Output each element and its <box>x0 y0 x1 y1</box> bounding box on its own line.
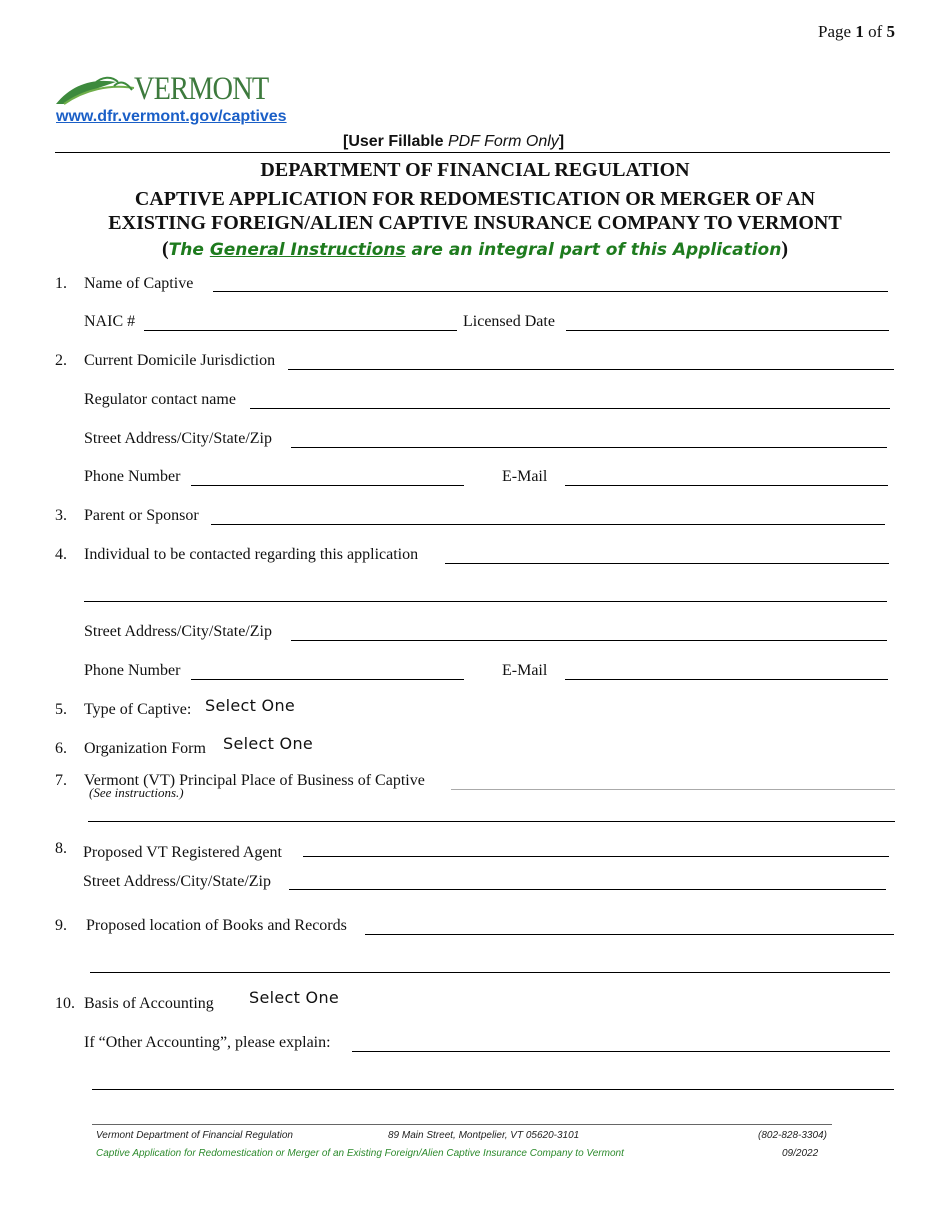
other-accounting-field-line2[interactable] <box>92 1089 894 1090</box>
organization-form-label: Organization Form <box>84 740 206 757</box>
parent-sponsor-field[interactable] <box>211 524 885 525</box>
footer-phone: (802-828-3304) <box>758 1130 827 1141</box>
principal-place-field[interactable] <box>451 789 895 790</box>
other-accounting-label: If “Other Accounting”, please explain: <box>84 1034 331 1051</box>
item-number: 3. <box>55 507 67 524</box>
agent-address-field[interactable] <box>289 889 886 890</box>
see-instructions-note: (See instructions.) <box>89 785 184 800</box>
form-title-line2: EXISTING FOREIGN/ALIEN CAPTIVE INSURANCE COMPANY TO VERMONT <box>108 212 842 234</box>
item-number: 7. <box>55 772 67 789</box>
item-number: 9. <box>55 917 67 934</box>
registered-agent-field[interactable] <box>303 856 889 857</box>
regulator-contact-label: Regulator contact name <box>84 391 236 408</box>
department-title: DEPARTMENT OF FINANCIAL REGULATION <box>260 159 690 181</box>
email-label: E-Mail <box>502 468 548 485</box>
phone-label: Phone Number <box>84 662 181 679</box>
contact-phone-field[interactable] <box>191 679 464 680</box>
item-number: 4. <box>55 546 67 563</box>
type-of-captive-select[interactable]: Select One <box>205 696 296 715</box>
books-records-label: Proposed location of Books and Records <box>86 917 347 934</box>
organization-form-select[interactable]: Select One <box>223 734 314 753</box>
item-number: 1. <box>55 275 67 292</box>
current-domicile-label: Current Domicile Jurisdiction <box>84 352 276 369</box>
basis-accounting-select[interactable]: Select One <box>249 988 340 1007</box>
parent-sponsor-label: Parent or Sponsor <box>84 507 199 524</box>
naic-label: NAIC # <box>84 313 136 330</box>
general-instructions-link[interactable]: General Instructions <box>209 240 406 260</box>
dfr-captives-link[interactable]: www.dfr.vermont.gov/captives <box>56 108 287 125</box>
footer-rule <box>92 1124 832 1125</box>
contact-individual-field[interactable] <box>445 563 889 564</box>
phone-label: Phone Number <box>84 468 181 485</box>
vermont-wordmark: VERMONT <box>134 71 269 107</box>
contact-address-field[interactable] <box>291 640 887 641</box>
regulator-contact-field[interactable] <box>250 408 890 409</box>
item-number: 5. <box>55 701 67 718</box>
registered-agent-label: Proposed VT Registered Agent <box>83 844 282 861</box>
books-records-field-line2[interactable] <box>90 972 890 973</box>
item-number: 2. <box>55 352 67 369</box>
header-rule <box>55 152 890 153</box>
licensed-date-field[interactable] <box>566 330 889 331</box>
form-title-line1: CAPTIVE APPLICATION FOR REDOMESTICATION OR MERGER OF AN <box>134 188 816 210</box>
regulator-address-field[interactable] <box>291 447 887 448</box>
regulator-phone-field[interactable] <box>191 485 464 486</box>
contact-individual-field-line2[interactable] <box>84 601 887 602</box>
principal-place-label: Vermont (VT) Principal Place of Business of Captive <box>84 772 425 789</box>
footer-address: 89 Main Street, Montpelier, VT 05620-3101 <box>388 1130 580 1141</box>
footer-department: Vermont Department of Financial Regulation <box>96 1130 293 1141</box>
type-of-captive-label: Type of Captive: <box>84 701 192 718</box>
fillable-note: [User Fillable PDF Form Only] <box>343 133 565 150</box>
name-of-captive-label: Name of Captive <box>84 275 194 292</box>
item-number: 6. <box>55 740 67 757</box>
naic-field[interactable] <box>144 330 457 331</box>
street-address-label: Street Address/City/State/Zip <box>84 623 272 640</box>
instructions-note: (The General Instructions are an integral part of this Application) <box>162 238 788 260</box>
footer-form-title: Captive Application for Redomestication or Merger of an Existing Foreign/Alien Captive Insurance Company to Vermont <box>96 1148 624 1159</box>
page-number: Page 1 of 5 <box>818 22 895 41</box>
contact-email-field[interactable] <box>565 679 888 680</box>
name-of-captive-field[interactable] <box>213 291 888 292</box>
item-number: 8. <box>55 840 67 857</box>
current-domicile-field[interactable] <box>288 369 894 370</box>
principal-place-field-line2[interactable] <box>88 821 895 822</box>
contact-individual-label: Individual to be contacted regarding this application <box>84 546 419 563</box>
item-number: 10. <box>55 995 75 1012</box>
regulator-email-field[interactable] <box>565 485 888 486</box>
books-records-field[interactable] <box>365 934 894 935</box>
street-address-label: Street Address/City/State/Zip <box>84 430 272 447</box>
email-label: E-Mail <box>502 662 548 679</box>
basis-accounting-label: Basis of Accounting <box>84 995 214 1012</box>
street-address-label: Street Address/City/State/Zip <box>83 873 271 890</box>
other-accounting-field[interactable] <box>352 1051 890 1052</box>
footer-date: 09/2022 <box>782 1148 819 1159</box>
licensed-date-label: Licensed Date <box>463 313 555 330</box>
